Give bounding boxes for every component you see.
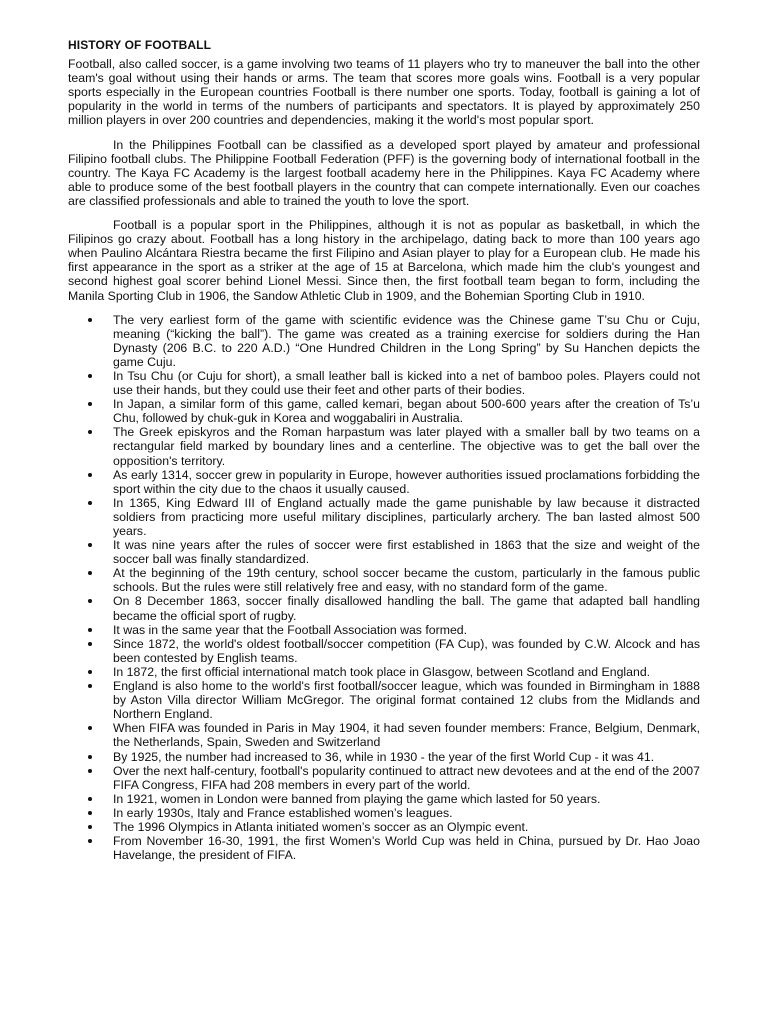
list-item xyxy=(68,468,700,496)
bullet-icon xyxy=(88,543,92,547)
list-item-text: It was in the same year that the Football Association was formed. xyxy=(113,622,468,637)
bullet-icon xyxy=(88,769,92,773)
list-item-text: As early 1314, soccer grew in popularity in Europe, however authorities issued proclamations forbidding the sport within the city due to the chaos it usually caused. xyxy=(113,467,700,496)
list-item-text: At the beginning of the 19th century, school soccer became the custom, particularly in the famous public schools. But the rules were still relatively free and easy, with no standard form of the game. xyxy=(113,566,700,595)
bullet-icon xyxy=(88,670,92,674)
bullet-icon xyxy=(88,642,92,646)
list-item xyxy=(68,425,700,467)
list-item xyxy=(68,397,700,425)
list-item-text: In 1872, the first official international match took place in Glasgow, between Scotland and England. xyxy=(113,664,651,679)
bullet-icon xyxy=(88,473,92,477)
document-title: HISTORY OF FOOTBALL xyxy=(68,38,212,52)
list-item xyxy=(68,369,700,397)
list-item-text: In 1921, women in London were banned from playing the game which lasted for 50 years. xyxy=(113,791,601,806)
list-item-text: When FIFA was founded in Paris in May 1904, it had seven founder members: France, Belgium, Denmark, the Netherlands, Spain, Sweden and Switzerland xyxy=(113,721,700,750)
bullet-icon xyxy=(88,599,92,603)
list-item xyxy=(68,566,700,594)
list-item-text: Over the next half-century, football's popularity continued to attract new devotees and at the end of the 2007 FIFA Congress, FIFA had 208 members in every part of the world. xyxy=(113,763,700,792)
list-item xyxy=(68,538,700,566)
bullet-icon xyxy=(88,825,92,829)
bullet-icon xyxy=(88,811,92,815)
list-item xyxy=(68,679,700,721)
bullet-icon xyxy=(88,571,92,575)
list-item-text: In 1365, King Edward III of England actually made the game punishable by law because it distracted soldiers from practicing more useful military disciplines, particularly archery. The ban lasted almost 500 years. xyxy=(113,495,700,538)
list-item-text: The Greek episkyros and the Roman harpastum was later played with a smaller ball by two teams on a rectangular field marked by boundary lines and a centerline. The objective was to get the ball over the opposition's territory. xyxy=(113,425,700,468)
list-item-text: From November 16-30, 1991, the first Women’s World Cup was held in China, pursued by Dr. Hao Joao Havelange, the president of FIFA. xyxy=(113,834,700,863)
list-item xyxy=(68,764,700,792)
bullet-icon xyxy=(88,402,92,406)
list-item xyxy=(68,820,700,834)
list-item-text: The very earliest form of the game with scientific evidence was the Chinese game T’su Chu or Cuju, meaning (“kicking the ball”). The game was created as a training exercise for soldiers during the Han Dynasty (206 B.C. to 220 A.D.) “One Hundred Children in the Long Spring” by Su Hanchen depicts the game Cuju. xyxy=(113,312,700,369)
philippines-paragraph: In the Philippines Football can be classified as a developed sport played by amateur and professional Filipino football clubs. The Philippine Football Federation (PFF) is the governing body of international football in the country. The Kaya FC Academy is the largest football academy here in the Philippines. Kaya FC Academy where able to produce some of the best football players in the country that can compete internationally. Even our coaches are classified professionals and able to trained the youth to love the sport. xyxy=(68,137,700,208)
list-item xyxy=(68,496,700,538)
bullet-icon xyxy=(88,318,92,322)
bullet-icon xyxy=(88,430,92,434)
list-item xyxy=(68,721,700,749)
document-page xyxy=(68,38,700,862)
bullet-icon xyxy=(88,684,92,688)
list-item xyxy=(68,806,700,820)
history-bullet-list xyxy=(68,313,700,863)
list-item-text: On 8 December 1863, soccer finally disallowed handling the ball. The game that adapted ball handling became the official sport of rugby. xyxy=(113,594,700,623)
bullet-icon xyxy=(88,628,92,632)
list-item xyxy=(68,313,700,369)
list-item-text: The 1996 Olympics in Atlanta initiated women’s soccer as an Olympic event. xyxy=(113,819,529,834)
intro-paragraph: Football, also called soccer, is a game involving two teams of 11 players who try to maneuver the ball into the other team's goal without using their hands or arms. The team that scores more goals wins. Football is a very popular sports especially in the European countries Football is there number one sports. Today, football is gaining a lot of popularity in the world in terms of the numbers of participants and spectators. It is played by approximately 250 million players in over 200 countries and dependencies, making it the world's most popular sport. xyxy=(68,57,700,128)
bullet-icon xyxy=(88,839,92,843)
list-item-text: By 1925, the number had increased to 36, while in 1930 - the year of the first World Cup - it was 41. xyxy=(113,749,655,764)
list-item xyxy=(68,665,700,679)
bullet-icon xyxy=(88,797,92,801)
bullet-icon xyxy=(88,374,92,378)
list-item xyxy=(68,594,700,622)
list-item-text: In Japan, a similar form of this game, called kemari, began about 500-600 years after the creation of Ts’u Chu, followed by chuk-guk in Korea and woggabaliri in Australia. xyxy=(113,397,700,426)
list-item-text: England is also home to the world's first football/soccer league, which was founded in Birmingham in 1888 by Aston Villa director William McGregor. The original format contained 12 clubs from the Midlands and Northern England. xyxy=(113,679,700,722)
list-item-text: In Tsu Chu (or Cuju for short), a small leather ball is kicked into a net of bamboo poles. Players could not use their hands, but they could use their feet and other parts of their bodies. xyxy=(113,368,700,398)
list-item xyxy=(68,792,700,806)
history-paragraph: Football is a popular sport in the Philippines, although it is not as popular as basketball, in which the Filipinos go crazy about. Football has a long history in the archipelago, dating back to more than 100 years ago when Paulino Alcántara Riestra became the first Filipino and Asian player to play for a European club. He made his first appearance in the sport as a striker at the age of 15 at Barcelona, which made him the club's youngest and second highest goal scorer behind Lionel Messi. Since then, the first football team began to form, including the Manila Sporting Club in 1906, the Sandow Athletic Club in 1909, and the Bohemian Sporting Club in 1910. xyxy=(68,218,700,303)
list-item-text: In early 1930s, Italy and France established women’s leagues. xyxy=(113,805,453,820)
list-item-text: Since 1872, the world's oldest football/soccer competition (FA Cup), was founded by C.W. Alcock and has been contested by English teams. xyxy=(113,636,700,665)
list-item xyxy=(68,834,700,862)
list-item xyxy=(68,623,700,637)
bullet-icon xyxy=(88,726,92,730)
bullet-icon xyxy=(88,501,92,505)
list-item xyxy=(68,750,700,764)
bullet-icon xyxy=(88,755,92,759)
list-item xyxy=(68,637,700,665)
list-item-text: It was nine years after the rules of soccer were first established in 1863 that the size and weight of the soccer ball was finally standardized. xyxy=(113,538,700,567)
